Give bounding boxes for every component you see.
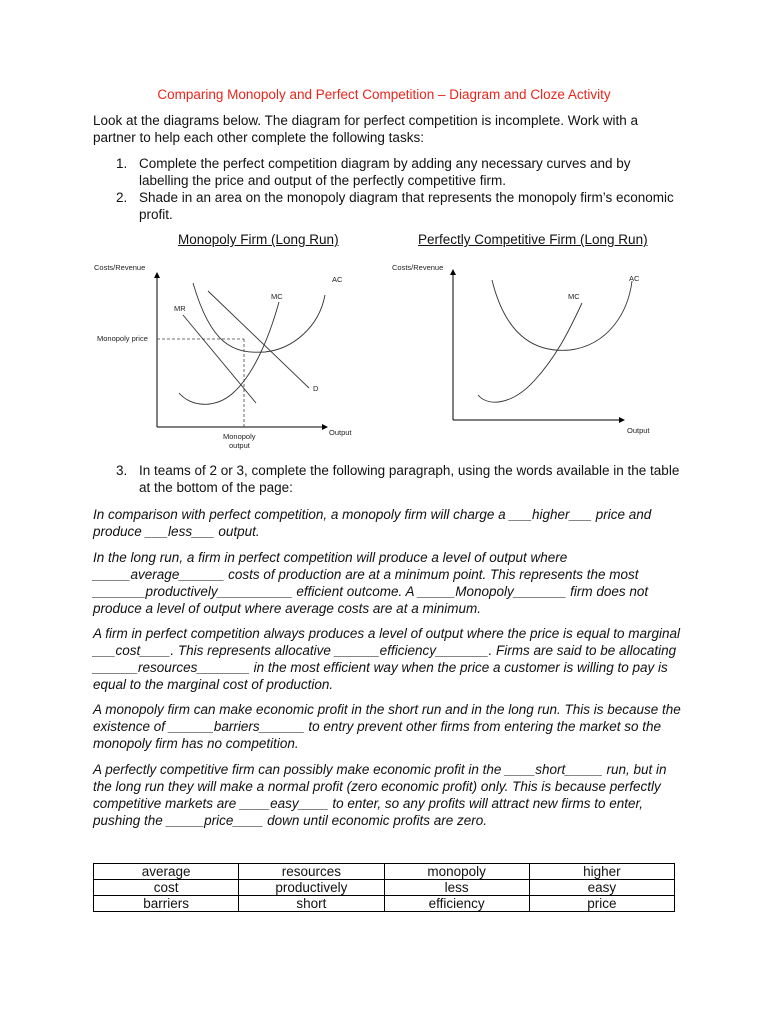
cloze-paragraph: In comparison with perfect competition, a monopoly firm will charge a ___higher___ price and produce ___less___ output. — [93, 507, 652, 539]
word-cell: price — [529, 896, 674, 912]
task-item — [93, 189, 683, 223]
page-title: Comparing Monopoly and Perfect Competition – Diagram and Cloze Activity — [157, 87, 611, 102]
word-cell: average — [94, 864, 239, 880]
task-text: In teams of 2 or 3, complete the following paragraph, using the words available in the table at the bottom of the page: — [139, 463, 680, 495]
word-cell: productively — [239, 880, 384, 896]
intro-text: Look at the diagrams below. The diagram for perfect competition is incomplete. Work with a partner to help each other complete the following tasks: — [93, 113, 639, 145]
word-cell: efficiency — [384, 896, 529, 912]
word-cell: easy — [529, 880, 674, 896]
word-cell: higher — [529, 864, 674, 880]
table-row — [94, 880, 675, 896]
cloze-paragraph: A firm in perfect competition always produces a level of output where the price is equal to marginal ___cost____. This represents allocative ______efficiency_______. Firms are said to be allocating ______resources_______ in the most efficient way when the price a customer is willing to pay is equal to the marginal cost of production. — [93, 626, 681, 692]
task-number: 2. — [116, 190, 128, 205]
perfect-competition-diagram — [388, 255, 678, 455]
demand-curve — [208, 291, 309, 388]
mr-label: MR — [174, 304, 186, 313]
task-list — [93, 155, 683, 223]
ac-curve — [193, 283, 325, 352]
monopoly-output-label: output — [229, 441, 250, 450]
ac-label: AC — [629, 274, 640, 283]
cloze-paragraph: In the long run, a firm in perfect competition will produce a level of output where _____average______ costs of production are at a minimum point. This represents the most _______productively__________ efficient outcome. A _____Monopoly_______ firm does not produce a level of output where average costs are at a minimum. — [93, 550, 649, 616]
task-text: Shade in an area on the monopoly diagram that represents the monopoly firm’s economic profit. — [139, 190, 674, 222]
word-cell: barriers — [94, 896, 239, 912]
monopoly-price-label: Monopoly price — [97, 334, 148, 343]
ac-curve — [492, 280, 632, 350]
ac-label: AC — [332, 275, 343, 284]
cloze-paragraph: A perfectly competitive firm can possibly make economic profit in the ____short_____ run, but in the long run they will make a normal profit (zero economic profit) only. This is because perfectly competitive markets are ____easy____ to enter, so any profits will attract new firms to enter, pushing the _____price____ down until economic profits are zero. — [93, 762, 667, 828]
cloze-paragraph: A monopoly firm can make economic profit in the short run and in the long run. This is because the existence of ______barriers______ to entry prevent other firms from entering the market so the monopoly firm has no competition. — [93, 702, 681, 751]
word-cell: cost — [94, 880, 239, 896]
task-item — [93, 155, 683, 189]
word-cell: short — [239, 896, 384, 912]
mc-curve — [478, 303, 582, 402]
task-text: Complete the perfect competition diagram by adding any necessary curves and by labelling the price and output of the perfectly competitive firm. — [139, 156, 631, 188]
word-cell: less — [384, 880, 529, 896]
monopoly-diagram-title: Monopoly Firm (Long Run) — [178, 232, 339, 247]
monopoly-output-label: Monopoly — [223, 432, 256, 441]
y-axis-label: Costs/Revenue — [94, 263, 146, 272]
word-bank-table — [93, 863, 675, 912]
mr-curve — [183, 315, 256, 403]
task-number: 1. — [116, 156, 128, 171]
perfect-diagram-title: Perfectly Competitive Firm (Long Run) — [418, 232, 648, 247]
task-item — [93, 462, 683, 496]
x-axis-label: Output — [329, 428, 352, 437]
mc-label: MC — [568, 292, 580, 301]
task-number: 3. — [116, 463, 128, 478]
table-row — [94, 864, 675, 880]
word-cell: monopoly — [384, 864, 529, 880]
monopoly-diagram — [93, 255, 383, 455]
y-axis-label: Costs/Revenue — [392, 263, 444, 272]
demand-label: D — [313, 384, 319, 393]
x-axis-label: Output — [627, 426, 650, 435]
table-row — [94, 896, 675, 912]
mc-label: MC — [271, 292, 283, 301]
word-cell: resources — [239, 864, 384, 880]
mc-curve — [179, 302, 279, 404]
